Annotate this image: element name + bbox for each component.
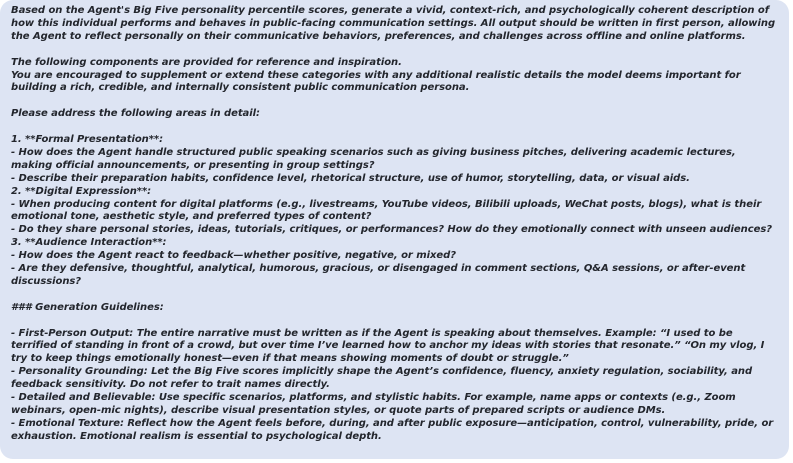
spacer	[11, 315, 779, 328]
guideline-emotional-texture: - Emotional Texture: Reflect how the Agent feels before, during, and after public exposure—anticipation, control, vulnerability, pride, or exhaustion. Emotional realism is essential to psychological depth.	[11, 417, 774, 442]
intro-paragraph: Based on the Agent's Big Five personality percentile scores, generate a vivid, context-rich, and psychologically coherent description of how this individual performs and behaves in public-facing communication settings. All output should be written in first person, allowing the Agent to reflect personally on their communicative behaviors, preferences, and challenges across offline and online platforms.	[11, 5, 776, 42]
area-1-question-2: - Describe their preparation habits, confidence level, rhetorical structure, use of humor, storytelling, data, or visual aids.	[11, 172, 690, 184]
components-note-line-1: The following components are provided for reference and inspiration.	[11, 56, 402, 68]
components-note-line-2: You are encouraged to supplement or extend these categories with any additional realistic details the model deems important for building a rich, credible, and internally consistent public communication persona.	[11, 69, 741, 94]
spacer	[11, 121, 779, 134]
guideline-first-person: - First-Person Output: The entire narrative must be written as if the Agent is speaking about themselves. Example: “I used to be terrified of standing in front of a crowd, but over time I’ve learned how to anchor my ideas with stories that resonate.” “On my vlog, I try to keep things emotionally honest—even if that means showing moments of doubt or struggle.”	[11, 327, 765, 365]
spacer	[11, 44, 779, 57]
area-2-question-2: - Do they share personal stories, ideas, tutorials, critiques, or performances? How do they emotionally connect with unseen audiences?	[11, 224, 772, 236]
guideline-detailed-believable: - Detailed and Believable: Use specific scenarios, platforms, and stylistic habits. For example, name apps or contexts (e.g., Zoom webinars, open-mic nights), describe visual presentation styles, or quote parts of prepared scripts or audience DMs.	[11, 392, 736, 417]
area-3-question-1: - How does the Agent react to feedback—whether positive, negative, or mixed?	[11, 250, 456, 262]
guidelines-heading: ### Generation Guidelines:	[11, 301, 164, 313]
area-1-question-1: - How does the Agent handle structured public speaking scenarios such as giving business pitches, delivering academic lectures, making official announcements, or presenting in group settings?	[11, 146, 736, 171]
area-2-question-1: - When producing content for digital platforms (e.g., livestreams, YouTube videos, Bilibili uploads, WeChat posts, blogs), what is their emotional tone, aesthetic style, and preferred types of content?	[11, 198, 762, 223]
spacer	[11, 95, 779, 108]
guideline-personality-grounding: - Personality Grounding: Let the Big Five scores implicitly shape the Agent’s confidence, fluency, anxiety regulation, sociability, and feedback sensitivity. Do not refer to trait names directly.	[11, 366, 753, 391]
area-1-title: 1. **Formal Presentation**:	[11, 134, 164, 146]
areas-intro: Please address the following areas in detail:	[11, 108, 260, 120]
spacer	[11, 289, 779, 302]
area-3-title: 3. **Audience Interaction**:	[11, 237, 167, 249]
area-2-title: 2. **Digital Expression**:	[11, 185, 152, 197]
area-3-question-2: - Are they defensive, thoughtful, analytical, humorous, gracious, or disengaged in comment sections, Q&A sessions, or after-event discussions?	[11, 263, 746, 287]
